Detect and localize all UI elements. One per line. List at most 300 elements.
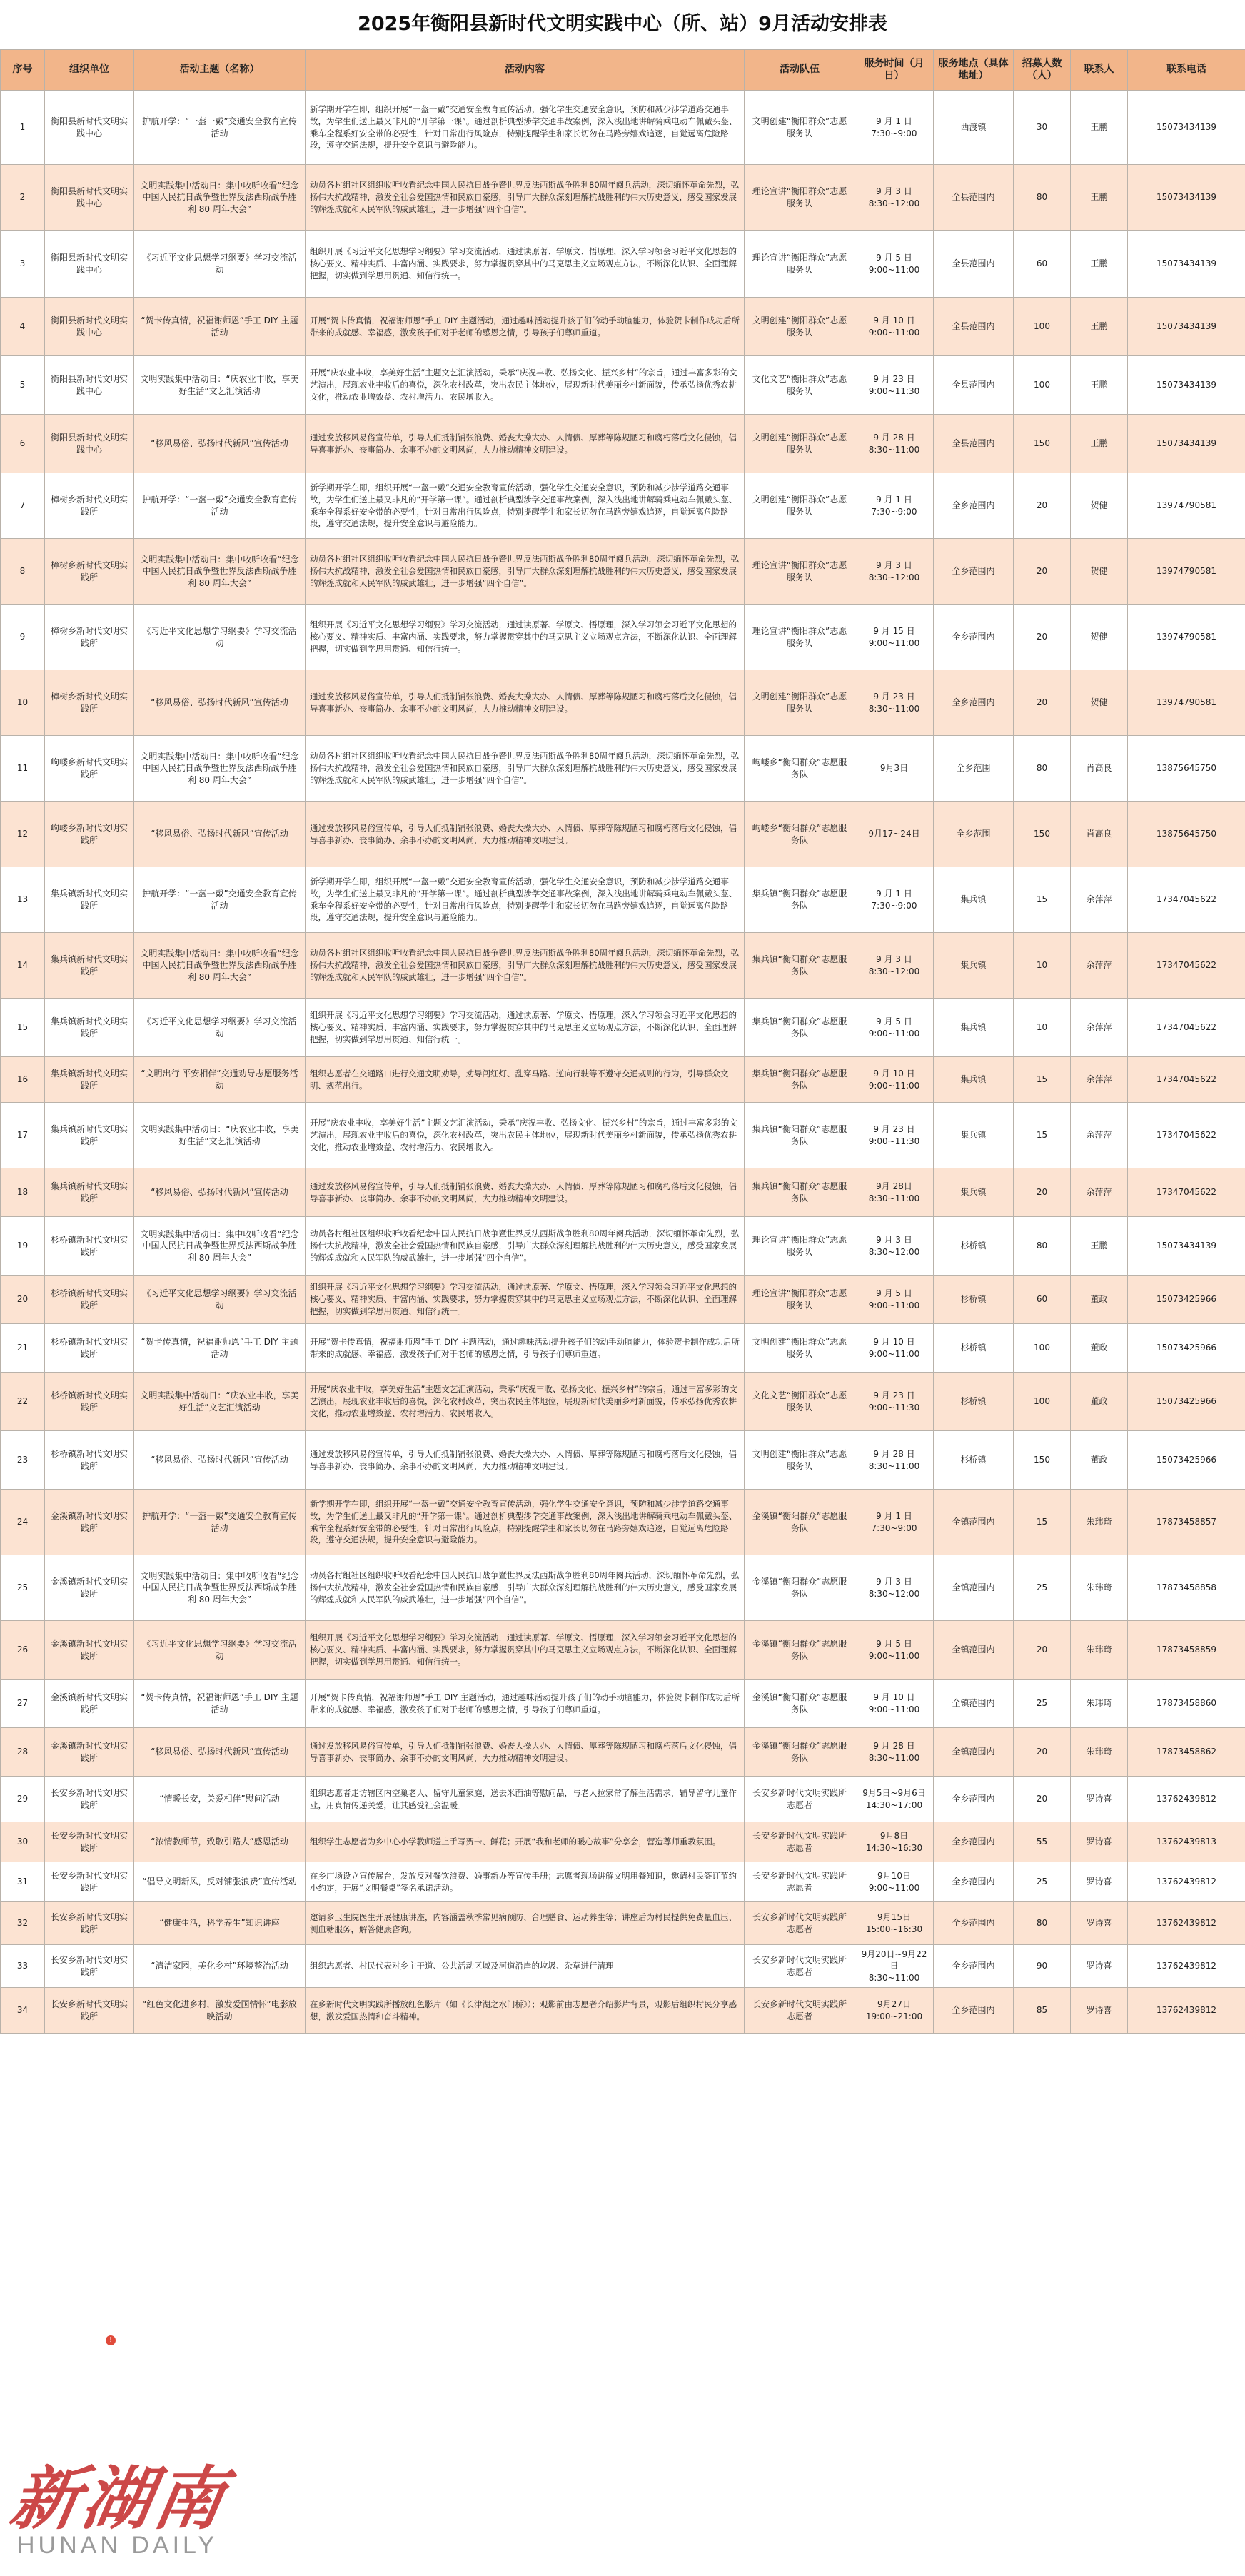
row-theme: 护航开学：“一盔一戴”交通安全教育宣传活动 bbox=[134, 1490, 306, 1555]
table-row bbox=[1, 1728, 1245, 1777]
row-index: 8 bbox=[1, 539, 45, 605]
row-content: 开展“庆农业丰收，享美好生活”主题文艺汇演活动，秉承“庆祝丰收、弘扬文化、振兴乡村”的宗旨，通过丰富多彩的文艺演出，展现农业丰收后的喜悦，深化农村改革，突出农民主体地位，展现新时代美丽乡村新面貌，传承弘扬优秀农耕文化，推动农业增效益、农村增活力、农民增收入。 bbox=[306, 1373, 745, 1431]
row-time: 9 月 1 日 7:30~9:00 bbox=[855, 91, 934, 165]
row-place: 全镇范围内 bbox=[934, 1680, 1014, 1728]
row-phone: 17873458859 bbox=[1128, 1621, 1245, 1680]
row-recruit-count: 20 bbox=[1014, 1168, 1071, 1217]
row-organizer: 衡阳县新时代文明实践中心 bbox=[45, 298, 134, 356]
row-team: 理论宣讲“衡阳群众”志愿服务队 bbox=[745, 539, 855, 605]
table-row bbox=[1, 1822, 1245, 1862]
row-contact: 朱玮琦 bbox=[1071, 1555, 1128, 1621]
row-index: 14 bbox=[1, 933, 45, 999]
row-contact: 肖高良 bbox=[1071, 802, 1128, 867]
row-phone: 15073434139 bbox=[1128, 1217, 1245, 1276]
row-recruit-count: 100 bbox=[1014, 1373, 1071, 1431]
row-recruit-count: 20 bbox=[1014, 1621, 1071, 1680]
row-contact: 余萍萍 bbox=[1071, 1057, 1128, 1103]
row-organizer: 长安乡新时代文明实践所 bbox=[45, 1945, 134, 1988]
row-place: 全县范围内 bbox=[934, 415, 1014, 473]
row-recruit-count: 100 bbox=[1014, 356, 1071, 415]
row-content: 动员各村组社区组织收听收看纪念中国人民抗日战争暨世界反法西斯战争胜利80周年阅兵活动，深切缅怀革命先烈，弘扬伟大抗战精神，激发全社会爱国热情和民族自豪感，引导广大群众深刻理解抗战胜利的伟大历史意义，感受国家发展的辉煌成就和人民军队的威武雄壮，进一步增强“四个自信”。 bbox=[306, 1555, 745, 1621]
row-time: 9 月 23 日 9:00~11:30 bbox=[855, 1373, 934, 1431]
row-time: 9月17~24日 bbox=[855, 802, 934, 867]
row-recruit-count: 20 bbox=[1014, 605, 1071, 670]
row-content: 动员各村组社区组织收听收看纪念中国人民抗日战争暨世界反法西斯战争胜利80周年阅兵活动，深切缅怀革命先烈，弘扬伟大抗战精神，激发全社会爱国热情和民族自豪感，引导广大群众深刻理解抗战胜利的伟大历史意义，感受国家发展的辉煌成就和人民军队的威武雄壮，进一步增强“四个自信”。 bbox=[306, 539, 745, 605]
table-row bbox=[1, 1680, 1245, 1728]
row-time: 9 月 3 日 8:30~12:00 bbox=[855, 933, 934, 999]
row-time: 9月5日~9月6日 14:30~17:00 bbox=[855, 1777, 934, 1822]
schedule-table bbox=[0, 49, 1245, 2034]
row-recruit-count: 20 bbox=[1014, 1777, 1071, 1822]
row-team: 集兵镇“衡阳群众”志愿服务队 bbox=[745, 1057, 855, 1103]
row-place: 集兵镇 bbox=[934, 1103, 1014, 1168]
table-row bbox=[1, 1168, 1245, 1217]
table-row bbox=[1, 1777, 1245, 1822]
table-row bbox=[1, 415, 1245, 473]
row-contact: 王鹏 bbox=[1071, 415, 1128, 473]
row-theme: 文明实践集中活动日：“庆农业丰收，享美好生活”文艺汇演活动 bbox=[134, 1373, 306, 1431]
row-place: 集兵镇 bbox=[934, 933, 1014, 999]
row-contact: 董政 bbox=[1071, 1431, 1128, 1490]
table-row bbox=[1, 231, 1245, 298]
table-row bbox=[1, 165, 1245, 231]
row-recruit-count: 20 bbox=[1014, 539, 1071, 605]
row-place: 全镇范围内 bbox=[934, 1490, 1014, 1555]
row-content: 组织志愿者在交通路口进行交通文明劝导，劝导闯红灯、乱穿马路、逆向行驶等不遵守交通规则的行为，引导群众文明、规范出行。 bbox=[306, 1057, 745, 1103]
row-team: 理论宣讲“衡阳群众”志愿服务队 bbox=[745, 605, 855, 670]
row-theme: 《习近平文化思想学习纲要》学习交流活动 bbox=[134, 1276, 306, 1324]
row-phone: 15073425966 bbox=[1128, 1431, 1245, 1490]
row-phone: 13875645750 bbox=[1128, 736, 1245, 802]
header-phone: 联系电话 bbox=[1128, 50, 1245, 91]
row-index: 33 bbox=[1, 1945, 45, 1988]
table-row bbox=[1, 736, 1245, 802]
row-recruit-count: 25 bbox=[1014, 1862, 1071, 1902]
row-time: 9 月 1 日 7:30~9:00 bbox=[855, 473, 934, 539]
row-time: 9 月 23 日 9:00~11:30 bbox=[855, 356, 934, 415]
row-place: 全乡范围内 bbox=[934, 605, 1014, 670]
row-place: 全乡范围内 bbox=[934, 1945, 1014, 1988]
row-theme: “移风易俗、弘扬时代新风”宣传活动 bbox=[134, 1431, 306, 1490]
row-organizer: 集兵镇新时代文明实践所 bbox=[45, 1168, 134, 1217]
table-row bbox=[1, 1621, 1245, 1680]
row-contact: 余萍萍 bbox=[1071, 999, 1128, 1057]
row-theme: 护航开学：“一盔一戴”交通安全教育宣传活动 bbox=[134, 91, 306, 165]
row-content: 动员各村组社区组织收听收看纪念中国人民抗日战争暨世界反法西斯战争胜利80周年阅兵活动，深切缅怀革命先烈，弘扬伟大抗战精神，激发全社会爱国热情和民族自豪感，引导广大群众深刻理解抗战胜利的伟大历史意义，感受国家发展的辉煌成就和人民军队的威武雄壮，进一步增强“四个自信”。 bbox=[306, 1217, 745, 1276]
row-index: 34 bbox=[1, 1988, 45, 2034]
row-index: 13 bbox=[1, 867, 45, 933]
row-time: 9 月 5 日 9:00~11:00 bbox=[855, 999, 934, 1057]
row-place: 杉桥镇 bbox=[934, 1324, 1014, 1373]
row-team: 理论宣讲“衡阳群众”志愿服务队 bbox=[745, 165, 855, 231]
row-phone: 17347045622 bbox=[1128, 1103, 1245, 1168]
row-organizer: 杉桥镇新时代文明实践所 bbox=[45, 1373, 134, 1431]
row-theme: “移风易俗、弘扬时代新风”宣传活动 bbox=[134, 670, 306, 736]
row-time: 9 月 10 日 9:00~11:00 bbox=[855, 1057, 934, 1103]
table-row bbox=[1, 1431, 1245, 1490]
row-content: 组织开展《习近平文化思想学习纲要》学习交流活动，通过读原著、学原文、悟原理，深入学习领会习近平文化思想的核心要义、精神实质、丰富内涵、实践要求，努力掌握贯穿其中的马克思主义立场观点方法，不断深化认识、全面理解把握，切实做到学思用贯通、知信行统一。 bbox=[306, 999, 745, 1057]
row-index: 28 bbox=[1, 1728, 45, 1777]
row-phone: 17347045622 bbox=[1128, 1057, 1245, 1103]
row-place: 杉桥镇 bbox=[934, 1276, 1014, 1324]
row-organizer: 金溪镇新时代文明实践所 bbox=[45, 1680, 134, 1728]
row-contact: 董政 bbox=[1071, 1373, 1128, 1431]
row-index: 27 bbox=[1, 1680, 45, 1728]
row-time: 9月15日 15:00~16:30 bbox=[855, 1902, 934, 1945]
row-index: 26 bbox=[1, 1621, 45, 1680]
table-row bbox=[1, 298, 1245, 356]
row-team: 文明创建“衡阳群众”志愿服务队 bbox=[745, 1431, 855, 1490]
row-content: 在乡广场设立宣传展台，发放反对餐饮浪费、婚事新办等宣传手册；志愿者现场讲解文明用餐知识，邀请村民签订节约小约定，开展“文明餐桌”签名承诺活动。 bbox=[306, 1862, 745, 1902]
row-index: 5 bbox=[1, 356, 45, 415]
row-place: 全乡范围内 bbox=[934, 1822, 1014, 1862]
row-recruit-count: 100 bbox=[1014, 298, 1071, 356]
row-recruit-count: 20 bbox=[1014, 1728, 1071, 1777]
row-organizer: 集兵镇新时代文明实践所 bbox=[45, 933, 134, 999]
row-organizer: 长安乡新时代文明实践所 bbox=[45, 1902, 134, 1945]
table-header bbox=[1, 50, 1245, 91]
table-row bbox=[1, 1057, 1245, 1103]
row-phone: 13974790581 bbox=[1128, 670, 1245, 736]
row-time: 9 月 5 日 9:00~11:00 bbox=[855, 1276, 934, 1324]
header-organizer: 组织单位 bbox=[45, 50, 134, 91]
row-team: 文明创建“衡阳群众”志愿服务队 bbox=[745, 91, 855, 165]
row-time: 9 月 10 日 9:00~11:00 bbox=[855, 1680, 934, 1728]
row-theme: “移风易俗、弘扬时代新风”宣传活动 bbox=[134, 415, 306, 473]
row-phone: 13762439812 bbox=[1128, 1862, 1245, 1902]
row-recruit-count: 60 bbox=[1014, 231, 1071, 298]
table-row bbox=[1, 1862, 1245, 1902]
row-theme: 护航开学：“一盔一戴”交通安全教育宣传活动 bbox=[134, 473, 306, 539]
row-time: 9月27日 19:00~21:00 bbox=[855, 1988, 934, 2034]
row-index: 1 bbox=[1, 91, 45, 165]
row-recruit-count: 20 bbox=[1014, 473, 1071, 539]
row-index: 16 bbox=[1, 1057, 45, 1103]
row-index: 32 bbox=[1, 1902, 45, 1945]
row-recruit-count: 15 bbox=[1014, 1103, 1071, 1168]
row-recruit-count: 150 bbox=[1014, 802, 1071, 867]
row-time: 9月20日~9月22日 8:30~11:00 bbox=[855, 1945, 934, 1988]
row-contact: 朱玮琦 bbox=[1071, 1680, 1128, 1728]
row-theme: “文明出行 平安相伴”交通劝导志愿服务活动 bbox=[134, 1057, 306, 1103]
row-team: 理论宣讲“衡阳群众”志愿服务队 bbox=[745, 231, 855, 298]
row-contact: 贺健 bbox=[1071, 605, 1128, 670]
row-team: 集兵镇“衡阳群众”志愿服务队 bbox=[745, 867, 855, 933]
row-contact: 王鹏 bbox=[1071, 231, 1128, 298]
row-team: 文明创建“衡阳群众”志愿服务队 bbox=[745, 298, 855, 356]
row-index: 2 bbox=[1, 165, 45, 231]
row-place: 全镇范围内 bbox=[934, 1728, 1014, 1777]
row-index: 31 bbox=[1, 1862, 45, 1902]
row-contact: 贺健 bbox=[1071, 473, 1128, 539]
page-title: 2025年衡阳县新时代文明实践中心（所、站）9月活动安排表 bbox=[0, 0, 1245, 49]
row-organizer: 衡阳县新时代文明实践中心 bbox=[45, 165, 134, 231]
row-time: 9 月 1 日 7:30~9:00 bbox=[855, 1490, 934, 1555]
row-contact: 罗诗喜 bbox=[1071, 1988, 1128, 2034]
row-index: 21 bbox=[1, 1324, 45, 1373]
row-time: 9月 28日 8:30~11:00 bbox=[855, 1168, 934, 1217]
row-time: 9 月 23 日 9:00~11:30 bbox=[855, 1103, 934, 1168]
hunan-daily-watermark bbox=[4, 2445, 270, 2566]
row-content: 动员各村组社区组织收听收看纪念中国人民抗日战争暨世界反法西斯战争胜利80周年阅兵活动，深切缅怀革命先烈，弘扬伟大抗战精神，激发全社会爱国热情和民族自豪感，引导广大群众深刻理解抗战胜利的伟大历史意义，感受国家发展的辉煌成就和人民军队的威武雄壮，进一步增强“四个自信”。 bbox=[306, 736, 745, 802]
table-row bbox=[1, 1103, 1245, 1168]
row-theme: 文明实践集中活动日：集中收听收看“纪念中国人民抗日战争暨世界反法西斯战争胜利 80 周年大会” bbox=[134, 1217, 306, 1276]
row-phone: 15073425966 bbox=[1128, 1276, 1245, 1324]
row-organizer: 衡阳县新时代文明实践中心 bbox=[45, 356, 134, 415]
row-place: 集兵镇 bbox=[934, 999, 1014, 1057]
row-contact: 贺健 bbox=[1071, 539, 1128, 605]
row-contact: 罗诗喜 bbox=[1071, 1945, 1128, 1988]
table-row bbox=[1, 1902, 1245, 1945]
row-recruit-count: 150 bbox=[1014, 1431, 1071, 1490]
row-team: 集兵镇“衡阳群众”志愿服务队 bbox=[745, 933, 855, 999]
table-row bbox=[1, 1945, 1245, 1988]
table-row bbox=[1, 999, 1245, 1057]
row-organizer: 杉桥镇新时代文明实践所 bbox=[45, 1324, 134, 1373]
row-team: 金溪镇“衡阳群众”志愿服务队 bbox=[745, 1490, 855, 1555]
row-recruit-count: 15 bbox=[1014, 867, 1071, 933]
row-recruit-count: 150 bbox=[1014, 415, 1071, 473]
row-phone: 13875645750 bbox=[1128, 802, 1245, 867]
row-theme: “情暖长安，关爱相伴”慰问活动 bbox=[134, 1777, 306, 1822]
header-contact: 联系人 bbox=[1071, 50, 1128, 91]
row-theme: 文明实践集中活动日：“庆农业丰收，享美好生活”文艺汇演活动 bbox=[134, 1103, 306, 1168]
table-row bbox=[1, 670, 1245, 736]
row-theme: 文明实践集中活动日：“庆农业丰收，享美好生活”文艺汇演活动 bbox=[134, 356, 306, 415]
row-place: 全镇范围内 bbox=[934, 1555, 1014, 1621]
header-content: 活动内容 bbox=[306, 50, 745, 91]
row-time: 9 月 28 日 8:30~11:00 bbox=[855, 1728, 934, 1777]
row-time: 9 月 28 日 8:30~11:00 bbox=[855, 1431, 934, 1490]
row-time: 9 月 23 日 8:30~11:00 bbox=[855, 670, 934, 736]
row-place: 全县范围内 bbox=[934, 165, 1014, 231]
row-team: 金溪镇“衡阳群众”志愿服务队 bbox=[745, 1680, 855, 1728]
row-recruit-count: 55 bbox=[1014, 1822, 1071, 1862]
row-team: 集兵镇“衡阳群众”志愿服务队 bbox=[745, 999, 855, 1057]
row-team: 长安乡新时代文明实践所志愿者 bbox=[745, 1777, 855, 1822]
row-content: 新学期开学在即，组织开展“一盔一戴”交通安全教育宣传活动，强化学生交通安全意识，预防和减少涉学道路交通事故，为学生们送上最又非凡的“开学第一课”。通过剖析典型涉学交通事故案例，深入浅出地讲解骑乘电动车佩戴头盔、乘车全程系好安全带的必要性，针对日常出行风险点，特别提醒学生和家长切勿在马路旁嬉戏追逐，自觉远离危险路段，遵守交通法规，提升安全意识与避险能力。 bbox=[306, 91, 745, 165]
row-phone: 15073425966 bbox=[1128, 1373, 1245, 1431]
row-contact: 罗诗喜 bbox=[1071, 1822, 1128, 1862]
row-recruit-count: 80 bbox=[1014, 1902, 1071, 1945]
watermark-logo-cn: 新湖南 bbox=[4, 2458, 233, 2539]
row-theme: 《习近平文化思想学习纲要》学习交流活动 bbox=[134, 999, 306, 1057]
row-index: 6 bbox=[1, 415, 45, 473]
row-contact: 王鹏 bbox=[1071, 298, 1128, 356]
row-phone: 13974790581 bbox=[1128, 473, 1245, 539]
row-team: 金溪镇“衡阳群众”志愿服务队 bbox=[745, 1555, 855, 1621]
row-contact: 王鹏 bbox=[1071, 1217, 1128, 1276]
row-team: 文明创建“衡阳群众”志愿服务队 bbox=[745, 1324, 855, 1373]
row-time: 9月3日 bbox=[855, 736, 934, 802]
row-organizer: 衡阳县新时代文明实践中心 bbox=[45, 91, 134, 165]
row-team: 长安乡新时代文明实践所志愿者 bbox=[745, 1902, 855, 1945]
row-time: 9 月 1 日 7:30~9:00 bbox=[855, 867, 934, 933]
row-contact: 朱玮琦 bbox=[1071, 1728, 1128, 1777]
row-time: 9 月 15 日 9:00~11:00 bbox=[855, 605, 934, 670]
row-phone: 13974790581 bbox=[1128, 539, 1245, 605]
row-phone: 13974790581 bbox=[1128, 605, 1245, 670]
row-team: 文明创建“衡阳群众”志愿服务队 bbox=[745, 415, 855, 473]
row-team: 集兵镇“衡阳群众”志愿服务队 bbox=[745, 1103, 855, 1168]
row-theme: “贺卡传真情，祝福谢师恩”手工 DIY 主题活动 bbox=[134, 1324, 306, 1373]
row-content: 通过发放移风易俗宣传单，引导人们抵制铺张浪费、婚丧大操大办、人情债、厚葬等陈规陋习和腐朽落后文化侵蚀，倡导喜事新办、丧事简办、余事不办的文明风尚，大力推动精神文明建设。 bbox=[306, 1728, 745, 1777]
row-contact: 董政 bbox=[1071, 1276, 1128, 1324]
row-team: 理论宣讲“衡阳群众”志愿服务队 bbox=[745, 1217, 855, 1276]
row-time: 9月10日 9:00~11:00 bbox=[855, 1862, 934, 1902]
header-index: 序号 bbox=[1, 50, 45, 91]
row-index: 25 bbox=[1, 1555, 45, 1621]
row-content: 组织志愿者走访辖区内空巢老人、留守儿童家庭，送去米面油等慰问品，与老人拉家常了解生活需求，辅导留守儿童作业，用真情传递关爱，让其感受社会温暖。 bbox=[306, 1777, 745, 1822]
row-team: 岣嵝乡“衡阳群众”志愿服务队 bbox=[745, 736, 855, 802]
row-recruit-count: 80 bbox=[1014, 1217, 1071, 1276]
row-time: 9 月 28 日 8:30~11:00 bbox=[855, 415, 934, 473]
row-content: 开展“庆农业丰收，享美好生活”主题文艺汇演活动，秉承“庆祝丰收、弘扬文化、振兴乡村”的宗旨，通过丰富多彩的文艺演出，展现农业丰收后的喜悦，深化农村改革，突出农民主体地位，展现新时代美丽乡村新面貌，传承弘扬优秀农耕文化，推动农业增效益、农村增活力、农民增收入。 bbox=[306, 356, 745, 415]
row-contact: 余萍萍 bbox=[1071, 867, 1128, 933]
row-index: 24 bbox=[1, 1490, 45, 1555]
row-contact: 肖高良 bbox=[1071, 736, 1128, 802]
row-phone: 13762439813 bbox=[1128, 1822, 1245, 1862]
row-place: 集兵镇 bbox=[934, 1168, 1014, 1217]
row-organizer: 长安乡新时代文明实践所 bbox=[45, 1988, 134, 2034]
row-content: 组织开展《习近平文化思想学习纲要》学习交流活动，通过读原著、学原文、悟原理，深入学习领会习近平文化思想的核心要义、精神实质、丰富内涵、实践要求，努力掌握贯穿其中的马克思主义立场观点方法，不断深化认识、全面理解把握，切实做到学思用贯通、知信行统一。 bbox=[306, 231, 745, 298]
row-time: 9 月 3 日 8:30~12:00 bbox=[855, 1555, 934, 1621]
row-index: 10 bbox=[1, 670, 45, 736]
row-index: 23 bbox=[1, 1431, 45, 1490]
row-content: 通过发放移风易俗宣传单，引导人们抵制铺张浪费、婚丧大操大办、人情债、厚葬等陈规陋习和腐朽落后文化侵蚀，倡导喜事新办、丧事简办、余事不办的文明风尚，大力推动精神文明建设。 bbox=[306, 670, 745, 736]
row-organizer: 樟树乡新时代文明实践所 bbox=[45, 539, 134, 605]
row-team: 长安乡新时代文明实践所志愿者 bbox=[745, 1945, 855, 1988]
row-time: 9 月 3 日 8:30~12:00 bbox=[855, 539, 934, 605]
row-team: 集兵镇“衡阳群众”志愿服务队 bbox=[745, 1168, 855, 1217]
row-phone: 15073434139 bbox=[1128, 91, 1245, 165]
watermark-logo-en: HUNAN DAILY bbox=[17, 2532, 218, 2559]
row-organizer: 长安乡新时代文明实践所 bbox=[45, 1777, 134, 1822]
row-phone: 15073434139 bbox=[1128, 298, 1245, 356]
row-index: 19 bbox=[1, 1217, 45, 1276]
row-content: 组织开展《习近平文化思想学习纲要》学习交流活动，通过读原著、学原文、悟原理，深入学习领会习近平文化思想的核心要义、精神实质、丰富内涵、实践要求，努力掌握贯穿其中的马克思主义立场观点方法，不断深化认识、全面理解把握，切实做到学思用贯通、知信行统一。 bbox=[306, 605, 745, 670]
table-row bbox=[1, 1276, 1245, 1324]
row-index: 15 bbox=[1, 999, 45, 1057]
row-recruit-count: 15 bbox=[1014, 1490, 1071, 1555]
row-index: 7 bbox=[1, 473, 45, 539]
header-recruit-count: 招募人数（人） bbox=[1014, 50, 1071, 91]
row-team: 文明创建“衡阳群众”志愿服务队 bbox=[745, 473, 855, 539]
table-row bbox=[1, 91, 1245, 165]
row-content: 开展“贺卡传真情，祝福谢师恩”手工 DIY 主题活动，通过趣味活动提升孩子们的动手动脑能力，体验贺卡制作成功后所带来的成就感、幸福感，激发孩子们对于老师的感恩之情，引导孩子们尊师重道。 bbox=[306, 298, 745, 356]
comment-marker-icon: ! bbox=[106, 2335, 116, 2345]
row-phone: 17347045622 bbox=[1128, 999, 1245, 1057]
row-index: 22 bbox=[1, 1373, 45, 1431]
row-index: 3 bbox=[1, 231, 45, 298]
row-time: 9 月 3 日 8:30~12:00 bbox=[855, 1217, 934, 1276]
row-place: 全乡范围内 bbox=[934, 1988, 1014, 2034]
row-place: 全乡范围 bbox=[934, 736, 1014, 802]
row-contact: 王鹏 bbox=[1071, 165, 1128, 231]
row-place: 杉桥镇 bbox=[934, 1373, 1014, 1431]
row-content: 组织开展《习近平文化思想学习纲要》学习交流活动，通过读原著、学原文、悟原理，深入学习领会习近平文化思想的核心要义、精神实质、丰富内涵、实践要求，努力掌握贯穿其中的马克思主义立场观点方法，不断深化认识、全面理解把握，切实做到学思用贯通、知信行统一。 bbox=[306, 1276, 745, 1324]
row-theme: “移风易俗、弘扬时代新风”宣传活动 bbox=[134, 1168, 306, 1217]
row-organizer: 长安乡新时代文明实践所 bbox=[45, 1822, 134, 1862]
row-content: 新学期开学在即，组织开展“一盔一戴”交通安全教育宣传活动，强化学生交通安全意识，预防和减少涉学道路交通事故，为学生们送上最又非凡的“开学第一课”。通过剖析典型涉学交通事故案例，深入浅出地讲解骑乘电动车佩戴头盔、乘车全程系好安全带的必要性，针对日常出行风险点，特别提醒学生和家长切勿在马路旁嬉戏追逐，自觉远离危险路段，遵守交通法规，提升安全意识与避险能力。 bbox=[306, 1490, 745, 1555]
row-phone: 13762439812 bbox=[1128, 1902, 1245, 1945]
row-theme: “浓情教师节，致敬引路人”感恩活动 bbox=[134, 1822, 306, 1862]
row-content: 开展“庆农业丰收，享美好生活”主题文艺汇演活动，秉承“庆祝丰收、弘扬文化、振兴乡村”的宗旨，通过丰富多彩的文艺演出，展现农业丰收后的喜悦，深化农村改革，突出农民主体地位，展现新时代美丽乡村新面貌，传承弘扬优秀农耕文化，推动农业增效益、农村增活力、农民增收入。 bbox=[306, 1103, 745, 1168]
row-place: 全乡范围 bbox=[934, 802, 1014, 867]
row-time: 9月8日 14:30~16:30 bbox=[855, 1822, 934, 1862]
row-recruit-count: 80 bbox=[1014, 165, 1071, 231]
row-team: 理论宣讲“衡阳群众”志愿服务队 bbox=[745, 1276, 855, 1324]
row-time: 9 月 5 日 9:00~11:00 bbox=[855, 1621, 934, 1680]
row-organizer: 杉桥镇新时代文明实践所 bbox=[45, 1431, 134, 1490]
row-organizer: 衡阳县新时代文明实践中心 bbox=[45, 415, 134, 473]
row-time: 9 月 5 日 9:00~11:00 bbox=[855, 231, 934, 298]
row-theme: 护航开学：“一盔一戴”交通安全教育宣传活动 bbox=[134, 867, 306, 933]
row-team: 文化文艺“衡阳群众”志愿服务队 bbox=[745, 356, 855, 415]
row-phone: 13762439812 bbox=[1128, 1777, 1245, 1822]
row-organizer: 集兵镇新时代文明实践所 bbox=[45, 867, 134, 933]
row-organizer: 金溪镇新时代文明实践所 bbox=[45, 1490, 134, 1555]
row-place: 全县范围内 bbox=[934, 356, 1014, 415]
row-index: 9 bbox=[1, 605, 45, 670]
row-organizer: 樟树乡新时代文明实践所 bbox=[45, 605, 134, 670]
row-place: 全乡范围内 bbox=[934, 473, 1014, 539]
row-phone: 17873458858 bbox=[1128, 1555, 1245, 1621]
row-time: 9 月 3 日 8:30~12:00 bbox=[855, 165, 934, 231]
row-theme: 《习近平文化思想学习纲要》学习交流活动 bbox=[134, 605, 306, 670]
table-row bbox=[1, 605, 1245, 670]
row-content: 动员各村组社区组织收听收看纪念中国人民抗日战争暨世界反法西斯战争胜利80周年阅兵活动，深切缅怀革命先烈，弘扬伟大抗战精神，激发全社会爱国热情和民族自豪感，引导广大群众深刻理解抗战胜利的伟大历史意义，感受国家发展的辉煌成就和人民军队的威武雄壮，进一步增强“四个自信”。 bbox=[306, 933, 745, 999]
row-index: 29 bbox=[1, 1777, 45, 1822]
table-row bbox=[1, 933, 1245, 999]
row-theme: “清洁家园，美化乡村”环境整治活动 bbox=[134, 1945, 306, 1988]
row-recruit-count: 15 bbox=[1014, 1057, 1071, 1103]
row-place: 集兵镇 bbox=[934, 867, 1014, 933]
row-index: 20 bbox=[1, 1276, 45, 1324]
row-recruit-count: 30 bbox=[1014, 91, 1071, 165]
row-recruit-count: 85 bbox=[1014, 1988, 1071, 2034]
table-row bbox=[1, 802, 1245, 867]
row-content: 开展“贺卡传真情，祝福谢师恩”手工 DIY 主题活动，通过趣味活动提升孩子们的动手动脑能力，体验贺卡制作成功后所带来的成就感、幸福感，激发孩子们对于老师的感恩之情，引导孩子们尊师重道。 bbox=[306, 1324, 745, 1373]
row-place: 西渡镇 bbox=[934, 91, 1014, 165]
row-content: 动员各村组社区组织收听收看纪念中国人民抗日战争暨世界反法西斯战争胜利80周年阅兵活动，深切缅怀革命先烈，弘扬伟大抗战精神，激发全社会爱国热情和民族自豪感，引导广大群众深刻理解抗战胜利的伟大历史意义，感受国家发展的辉煌成就和人民军队的威武雄壮，进一步增强“四个自信”。 bbox=[306, 165, 745, 231]
row-content: 组织学生志愿者为乡中心小学教师送上手写贺卡、鲜花；开展“我和老师的暖心故事”分享会，营造尊师重教氛围。 bbox=[306, 1822, 745, 1862]
table-body bbox=[1, 91, 1245, 2034]
row-theme: 《习近平文化思想学习纲要》学习交流活动 bbox=[134, 1621, 306, 1680]
row-theme: 文明实践集中活动日：集中收听收看“纪念中国人民抗日战争暨世界反法西斯战争胜利 80 周年大会” bbox=[134, 1555, 306, 1621]
row-theme: “贺卡传真情，祝福谢师恩”手工 DIY 主题活动 bbox=[134, 298, 306, 356]
row-place: 杉桥镇 bbox=[934, 1431, 1014, 1490]
row-content: 通过发放移风易俗宣传单，引导人们抵制铺张浪费、婚丧大操大办、人情债、厚葬等陈规陋习和腐朽落后文化侵蚀，倡导喜事新办、丧事简办、余事不办的文明风尚，大力推动精神文明建设。 bbox=[306, 415, 745, 473]
row-theme: 文明实践集中活动日：集中收听收看“纪念中国人民抗日战争暨世界反法西斯战争胜利 80 周年大会” bbox=[134, 933, 306, 999]
row-index: 17 bbox=[1, 1103, 45, 1168]
row-organizer: 衡阳县新时代文明实践中心 bbox=[45, 231, 134, 298]
row-content: 开展“贺卡传真情，祝福谢师恩”手工 DIY 主题活动，通过趣味活动提升孩子们的动手动脑能力，体验贺卡制作成功后所带来的成就感、幸福感，激发孩子们对于老师的感恩之情，引导孩子们尊师重道。 bbox=[306, 1680, 745, 1728]
row-team: 长安乡新时代文明实践所志愿者 bbox=[745, 1822, 855, 1862]
row-recruit-count: 80 bbox=[1014, 736, 1071, 802]
row-phone: 17347045622 bbox=[1128, 1168, 1245, 1217]
row-contact: 贺健 bbox=[1071, 670, 1128, 736]
row-contact: 王鹏 bbox=[1071, 91, 1128, 165]
row-content: 新学期开学在即，组织开展“一盔一戴”交通安全教育宣传活动，强化学生交通安全意识，预防和减少涉学道路交通事故，为学生们送上最又非凡的“开学第一课”。通过剖析典型涉学交通事故案例，深入浅出地讲解骑乘电动车佩戴头盔、乘车全程系好安全带的必要性，针对日常出行风险点，特别提醒学生和家长切勿在马路旁嬉戏追逐，自觉远离危险路段，遵守交通法规，提升安全意识与避险能力。 bbox=[306, 867, 745, 933]
table-row bbox=[1, 473, 1245, 539]
row-team: 金溪镇“衡阳群众”志愿服务队 bbox=[745, 1621, 855, 1680]
row-phone: 15073434139 bbox=[1128, 356, 1245, 415]
header-place: 服务地点（具体地址） bbox=[934, 50, 1014, 91]
row-phone: 13762439812 bbox=[1128, 1988, 1245, 2034]
row-theme: “移风易俗、弘扬时代新风”宣传活动 bbox=[134, 802, 306, 867]
row-theme: “贺卡传真情，祝福谢师恩”手工 DIY 主题活动 bbox=[134, 1680, 306, 1728]
